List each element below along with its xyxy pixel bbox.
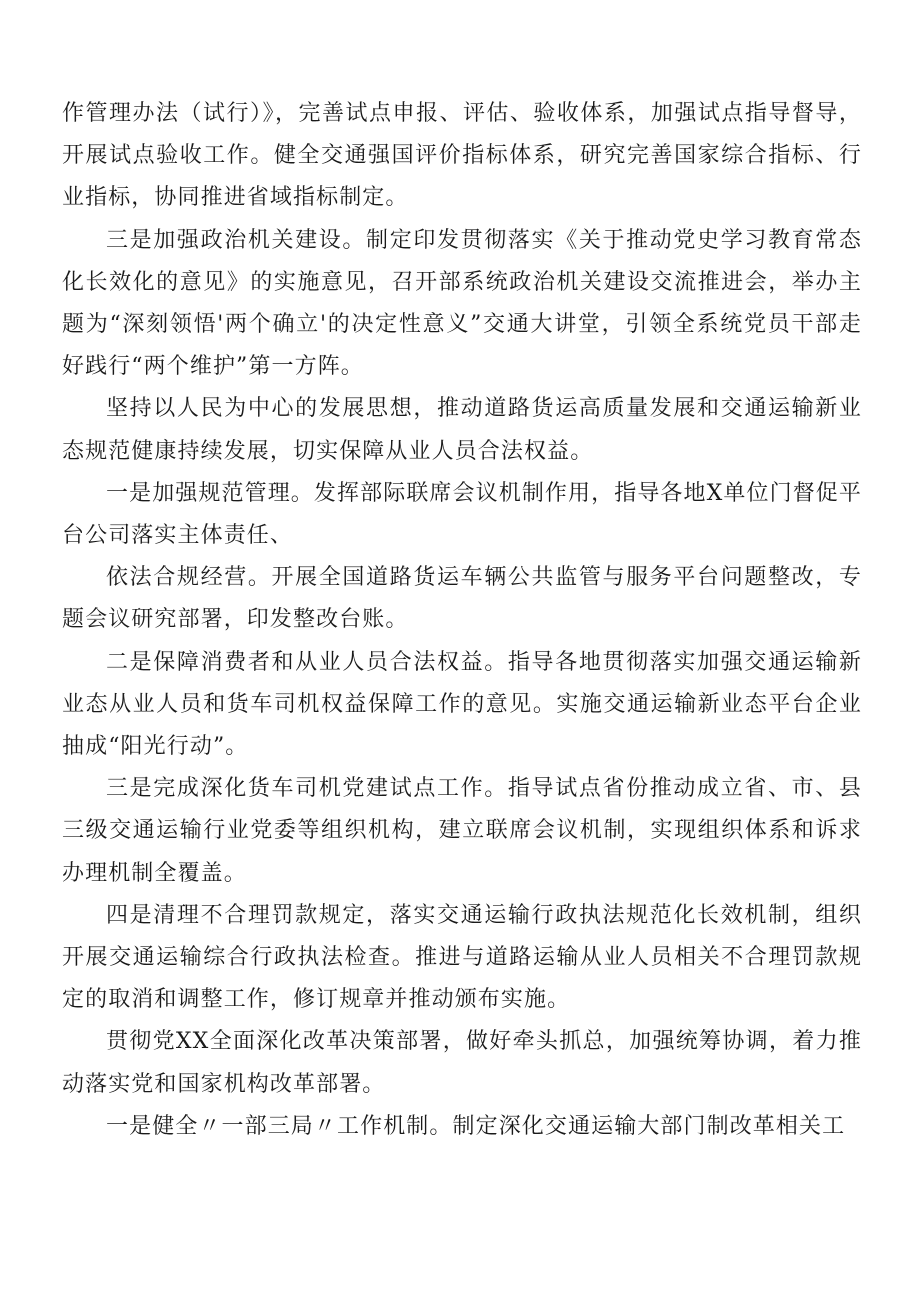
paragraph-political-organ-building: 三是加强政治机关建设。制定印发贯彻落实《关于推动党史学习教育常态化长效化的意见》的实施意见，召开部系统政治机关建设交流推进会，举办主题为“深刻领悟'两个确立'的决定性意义”交通大讲堂，引领全系统党员干部走好践行“两个维护”第一方阵。 <box>62 227 862 380</box>
paragraph-worker-rights: 二是保障消费者和从业人员合法权益。指导各地贯彻落实加强交通运输新业态从业人员和货车司机权益保障工作的意见。实施交通运输新业态平台企业抽成“阳光行动”。 <box>62 649 862 760</box>
paragraph-standardized-management: 一是加强规范管理。发挥部际联席会议机制作用，指导各地X单位门督促平台公司落实主体责任、 <box>62 480 862 549</box>
document-body <box>62 93 862 1148</box>
paragraph-continuation: 作管理办法（试行）》，完善试点申报、评估、验收体系，加强试点指导督导，开展试点验收工作。健全交通强国评价指标体系，研究完善国家综合指标、行业指标，协同推进省域指标制定。 <box>62 101 862 211</box>
paragraph-deepening-reform: 贯彻党XX全面深化改革决策部署，做好牵头抓总，加强统筹协调，着力推动落实党和国家机构改革部署。 <box>62 1029 862 1097</box>
paragraph-working-mechanism: 一是健全〃一部三局〃工作机制。制定深化交通运输大部门制改革相关工 <box>106 1113 846 1139</box>
paragraph-fine-regulations: 四是清理不合理罚款规定，落实交通运输行政执法规范化长效机制，组织开展交通运输综合行政执法检查。推进与道路运输从业人员相关不合理罚款规定的取消和调整工作，修订规章并推动颁布实施。 <box>62 902 862 1013</box>
paragraph-truck-driver-party-building: 三是完成深化货车司机党建试点工作。指导试点省份推动成立省、市、县三级交通运输行业党委等组织机构，建立联席会议机制，实现组织体系和诉求办理机制全覆盖。 <box>62 776 862 886</box>
paragraph-people-centered: 坚持以人民为中心的发展思想，推动道路货运高质量发展和交通运输新业态规范健康持续发展，切实保障从业人员合法权益。 <box>62 396 862 464</box>
paragraph-lawful-operation: 依法合规经营。开展全国道路货运车辆公共监管与服务平台问题整改，专题会议研究部署，印发整改台账。 <box>62 565 862 633</box>
